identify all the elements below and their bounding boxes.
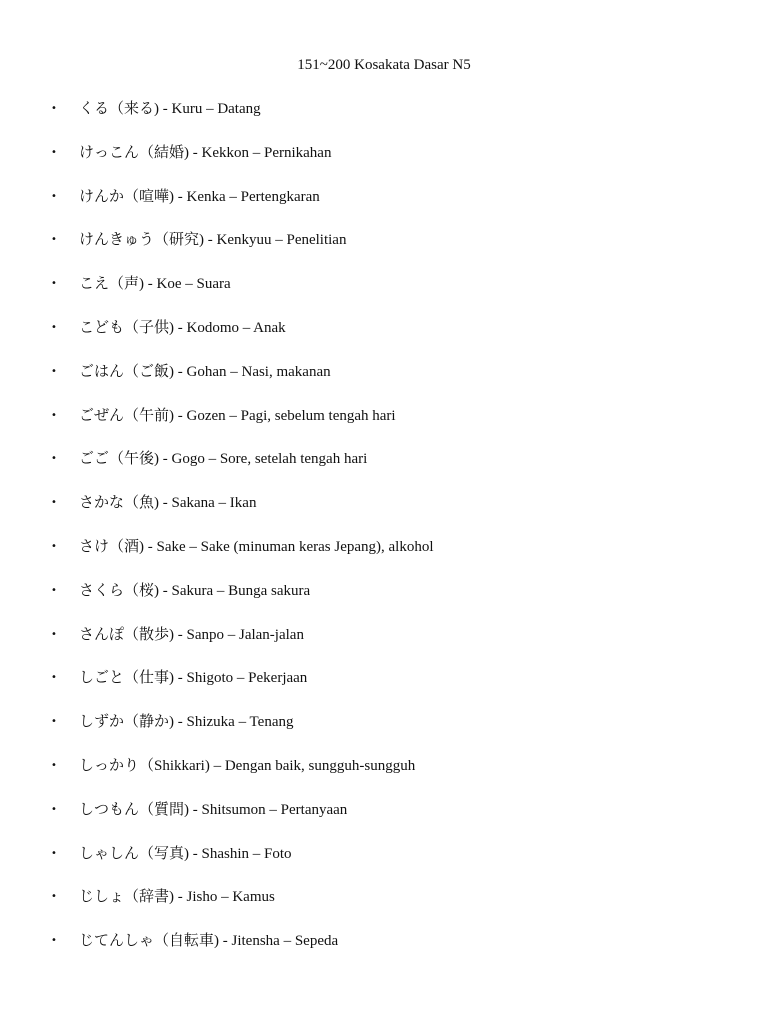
list-item: [0, 799, 768, 843]
bullet-icon: •: [51, 847, 57, 859]
bullet-icon: •: [51, 935, 57, 947]
vocab-entry: さかな（魚) - Sakana – Ikan: [79, 495, 257, 512]
list-item: [0, 580, 768, 624]
bullet-icon: •: [51, 146, 57, 158]
list-item: [0, 624, 768, 668]
bullet-icon: •: [51, 759, 57, 771]
bullet-icon: •: [51, 584, 57, 596]
vocab-entry: しごと（仕事) - Shigoto – Pekerjaan: [79, 670, 308, 687]
bullet-icon: •: [51, 540, 57, 552]
list-item: [0, 448, 768, 492]
list-item: [0, 317, 768, 361]
bullet-icon: •: [51, 190, 57, 202]
vocab-entry: さくら（桜) - Sakura – Bunga sakura: [79, 582, 311, 599]
vocab-entry: こえ（声) - Koe – Suara: [79, 276, 231, 293]
list-item: [0, 711, 768, 755]
bullet-icon: •: [51, 803, 57, 815]
vocab-entry: しっかり（Shikkari) – Dengan baik, sungguh-sungguh: [79, 757, 416, 774]
list-item: [0, 536, 768, 580]
list-item: [0, 755, 768, 799]
bullet-icon: •: [51, 497, 57, 509]
vocab-entry: しつもん（質問) - Shitsumon – Pertanyaan: [79, 801, 348, 818]
vocab-entry: くる（来る) - Kuru – Datang: [79, 101, 261, 117]
vocab-entry: さんぽ（散歩) - Sanpo – Jalan-jalan: [79, 626, 304, 643]
list-item: [0, 843, 768, 887]
vocab-entry: こども（子供) - Kodomo – Anak: [79, 319, 286, 336]
bullet-icon: •: [51, 628, 57, 640]
bullet-icon: •: [51, 365, 57, 377]
bullet-icon: •: [51, 278, 57, 290]
page-title: 151~200 Kosakata Dasar N5: [297, 57, 471, 73]
vocab-entry: ごはん（ご飯) - Gohan – Nasi, makanan: [79, 363, 331, 380]
list-item: [0, 229, 768, 273]
vocabulary-list: [0, 98, 768, 974]
bullet-icon: •: [51, 716, 57, 728]
vocab-entry: しゃしん（写真) - Shashin – Foto: [79, 845, 292, 862]
list-item: [0, 98, 768, 142]
list-item: [0, 930, 768, 974]
vocab-entry: じてんしゃ（自転車) - Jitensha – Sepeda: [79, 933, 339, 950]
list-item: [0, 142, 768, 186]
bullet-icon: •: [51, 321, 57, 333]
vocab-entry: さけ（酒) - Sake – Sake (minuman keras Jepang), alkohol: [79, 538, 434, 555]
list-item: [0, 667, 768, 711]
vocab-entry: けんきゅう（研究) - Kenkyuu – Penelitian: [79, 232, 347, 249]
list-item: [0, 886, 768, 930]
bullet-icon: •: [51, 409, 57, 421]
vocab-entry: けっこん（結婚) - Kekkon – Pernikahan: [79, 144, 332, 161]
list-item: [0, 186, 768, 230]
vocab-entry: ごぜん（午前) - Gozen – Pagi, sebelum tengah hari: [79, 407, 396, 424]
vocab-entry: ごご（午後) - Gogo – Sore, setelah tengah hari: [79, 451, 368, 468]
bullet-icon: •: [51, 453, 57, 465]
vocab-entry: けんか（喧嘩) - Kenka – Pertengkaran: [79, 188, 320, 205]
vocab-entry: じしょ（辞書) - Jisho – Kamus: [79, 889, 275, 906]
vocab-entry: しずか（静か) - Shizuka – Tenang: [79, 714, 294, 731]
list-item: [0, 361, 768, 405]
bullet-icon: •: [51, 891, 57, 903]
list-item: [0, 405, 768, 449]
list-item: [0, 492, 768, 536]
bullet-icon: •: [51, 672, 57, 684]
bullet-icon: •: [51, 234, 57, 246]
list-item: [0, 273, 768, 317]
bullet-icon: •: [51, 103, 57, 114]
